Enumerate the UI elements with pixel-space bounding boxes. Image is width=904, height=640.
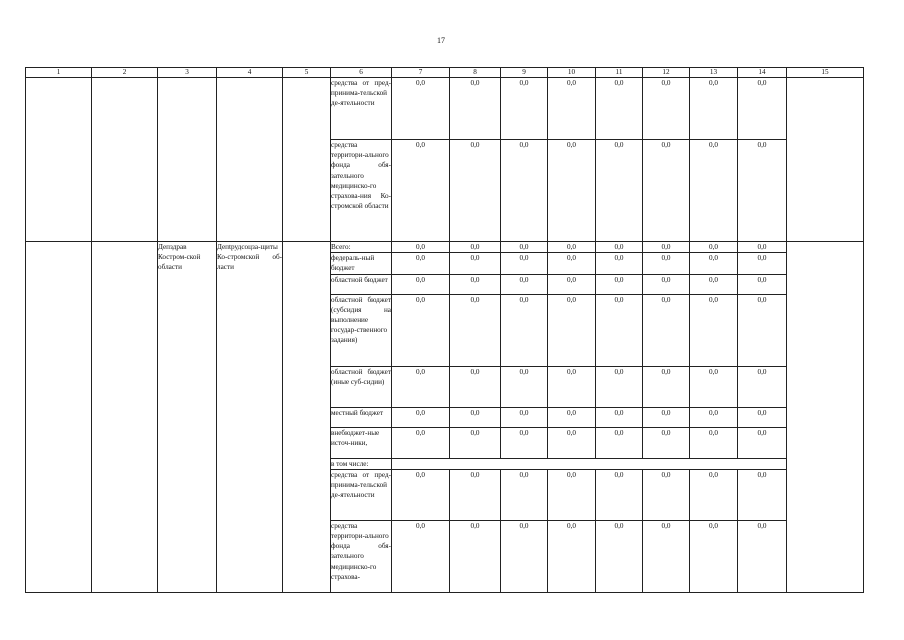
- value-cell: 0,0: [643, 242, 690, 253]
- value-cell: 0,0: [548, 366, 596, 407]
- value-cell: 0,0: [548, 427, 596, 458]
- budget-table: [25, 67, 864, 593]
- value-cell: 0,0: [643, 78, 690, 140]
- value-cell: 0,0: [450, 242, 501, 253]
- value-cell: 0,0: [738, 407, 787, 427]
- value-cell: 0,0: [450, 407, 501, 427]
- funding-source-label: областной бюджет: [331, 274, 392, 294]
- value-cell: 0,0: [392, 366, 450, 407]
- cell-col5: [283, 78, 331, 242]
- value-cell: 0,0: [392, 140, 450, 242]
- value-cell: 0,0: [548, 242, 596, 253]
- col-header: 12: [643, 68, 690, 78]
- value-cell: 0,0: [643, 140, 690, 242]
- value-cell: 0,0: [690, 469, 738, 520]
- cell-col3: [158, 78, 217, 242]
- value-cell: 0,0: [690, 427, 738, 458]
- value-cell: 0,0: [501, 140, 548, 242]
- cell-col5: [283, 242, 331, 593]
- col-header: 11: [596, 68, 643, 78]
- value-cell: 0,0: [596, 407, 643, 427]
- funding-source-label: средства от пред-принима-тельской де-ятельности: [331, 78, 392, 140]
- value-cell: 0,0: [596, 242, 643, 253]
- col-header: 15: [787, 68, 864, 78]
- value-cell: 0,0: [690, 140, 738, 242]
- col-header: 13: [690, 68, 738, 78]
- col-header: 4: [217, 68, 283, 78]
- value-cell: 0,0: [596, 294, 643, 366]
- funding-source-label: средства территори-ального фонда обя-зательного медицинско-го страхова-: [331, 520, 392, 592]
- cell-col4: [217, 78, 283, 242]
- value-cell: 0,0: [501, 520, 548, 592]
- cell-col1: [26, 242, 92, 593]
- table-row: [26, 242, 864, 253]
- col-header: 1: [26, 68, 92, 78]
- cell-col15: [787, 242, 864, 593]
- value-cell: 0,0: [738, 427, 787, 458]
- value-cell: 0,0: [690, 242, 738, 253]
- value-cell: 0,0: [501, 366, 548, 407]
- value-cell: 0,0: [738, 274, 787, 294]
- value-cell: 0,0: [738, 253, 787, 274]
- responsible-executor: Депздрав Костром-ской области: [158, 242, 217, 593]
- funding-source-label: в том числе:: [331, 458, 392, 469]
- value-cell: 0,0: [643, 366, 690, 407]
- value-cell: 0,0: [392, 407, 450, 427]
- col-header: 3: [158, 68, 217, 78]
- value-cell: 0,0: [738, 469, 787, 520]
- value-cell: 0,0: [392, 274, 450, 294]
- value-cell: 0,0: [501, 242, 548, 253]
- value-cell: 0,0: [548, 407, 596, 427]
- value-cell: 0,0: [392, 520, 450, 592]
- value-cell: 0,0: [392, 294, 450, 366]
- value-cell: 0,0: [450, 274, 501, 294]
- value-cell: 0,0: [690, 78, 738, 140]
- col-header: 7: [392, 68, 450, 78]
- value-cell: 0,0: [690, 366, 738, 407]
- value-cell: 0,0: [690, 274, 738, 294]
- cell-col1: [26, 78, 92, 242]
- funding-source-label: средства от пред-принима-тельской де-ятельности: [331, 469, 392, 520]
- page-number: 17: [437, 36, 445, 45]
- value-cell: 0,0: [392, 242, 450, 253]
- value-cell: 0,0: [450, 366, 501, 407]
- value-cell: 0,0: [596, 253, 643, 274]
- value-cell: 0,0: [738, 366, 787, 407]
- value-cell: 0,0: [501, 253, 548, 274]
- value-cell: 0,0: [643, 407, 690, 427]
- value-cell: 0,0: [548, 274, 596, 294]
- value-cell: 0,0: [450, 520, 501, 592]
- value-cell: 0,0: [501, 78, 548, 140]
- col-header: 5: [283, 68, 331, 78]
- value-cell: 0,0: [738, 294, 787, 366]
- value-cell: 0,0: [596, 427, 643, 458]
- value-cell: 0,0: [548, 520, 596, 592]
- value-cell: 0,0: [548, 78, 596, 140]
- funding-source-label: областной бюджет (субсидия на выполнение государ-ственного задания): [331, 294, 392, 366]
- co-executor: Депtрудсоцза-щиты Ко-стромской об-ласти: [217, 242, 283, 593]
- col-header: 2: [92, 68, 158, 78]
- cell-col2: [92, 242, 158, 593]
- value-cell: 0,0: [548, 140, 596, 242]
- value-cell: 0,0: [450, 427, 501, 458]
- col-header: 14: [738, 68, 787, 78]
- value-cell: 0,0: [643, 294, 690, 366]
- value-cell: 0,0: [643, 469, 690, 520]
- funding-source-label: местный бюджет: [331, 407, 392, 427]
- value-cell: 0,0: [690, 253, 738, 274]
- value-cell: 0,0: [450, 294, 501, 366]
- value-cell: 0,0: [392, 78, 450, 140]
- value-cell: 0,0: [450, 253, 501, 274]
- value-cell: 0,0: [548, 294, 596, 366]
- value-cell: 0,0: [738, 520, 787, 592]
- funding-source-label: федераль-ный бюджет: [331, 253, 392, 274]
- value-cell: 0,0: [738, 140, 787, 242]
- value-cell: 0,0: [501, 407, 548, 427]
- value-cell: 0,0: [596, 520, 643, 592]
- value-cell: 0,0: [450, 78, 501, 140]
- funding-source-label: областной бюджет (иные суб-сидии): [331, 366, 392, 407]
- value-cell: 0,0: [596, 469, 643, 520]
- value-cell: 0,0: [548, 469, 596, 520]
- value-cell: 0,0: [501, 427, 548, 458]
- empty-values-span: [392, 458, 787, 469]
- col-header: 6: [331, 68, 392, 78]
- value-cell: 0,0: [501, 274, 548, 294]
- col-header: 9: [501, 68, 548, 78]
- value-cell: 0,0: [548, 253, 596, 274]
- value-cell: 0,0: [392, 253, 450, 274]
- funding-source-label: средства территори-ального фонда обя-зательного медицинско-го страхова-ния Ко-стромской области: [331, 140, 392, 242]
- value-cell: 0,0: [643, 274, 690, 294]
- value-cell: 0,0: [643, 520, 690, 592]
- funding-source-label: Всего:: [331, 242, 392, 253]
- value-cell: 0,0: [501, 294, 548, 366]
- value-cell: 0,0: [690, 407, 738, 427]
- value-cell: 0,0: [643, 427, 690, 458]
- cell-col2: [92, 78, 158, 242]
- value-cell: 0,0: [392, 469, 450, 520]
- col-header: 10: [548, 68, 596, 78]
- value-cell: 0,0: [596, 140, 643, 242]
- cell-col15: [787, 78, 864, 242]
- value-cell: 0,0: [596, 274, 643, 294]
- table-row: [26, 78, 864, 140]
- value-cell: 0,0: [501, 469, 548, 520]
- column-number-row: [26, 68, 864, 78]
- value-cell: 0,0: [690, 520, 738, 592]
- col-header: 8: [450, 68, 501, 78]
- value-cell: 0,0: [738, 242, 787, 253]
- value-cell: 0,0: [738, 78, 787, 140]
- value-cell: 0,0: [643, 253, 690, 274]
- value-cell: 0,0: [450, 140, 501, 242]
- value-cell: 0,0: [596, 78, 643, 140]
- value-cell: 0,0: [450, 469, 501, 520]
- funding-source-label: внебюджет-ные источ-ники,: [331, 427, 392, 458]
- value-cell: 0,0: [596, 366, 643, 407]
- value-cell: 0,0: [392, 427, 450, 458]
- value-cell: 0,0: [690, 294, 738, 366]
